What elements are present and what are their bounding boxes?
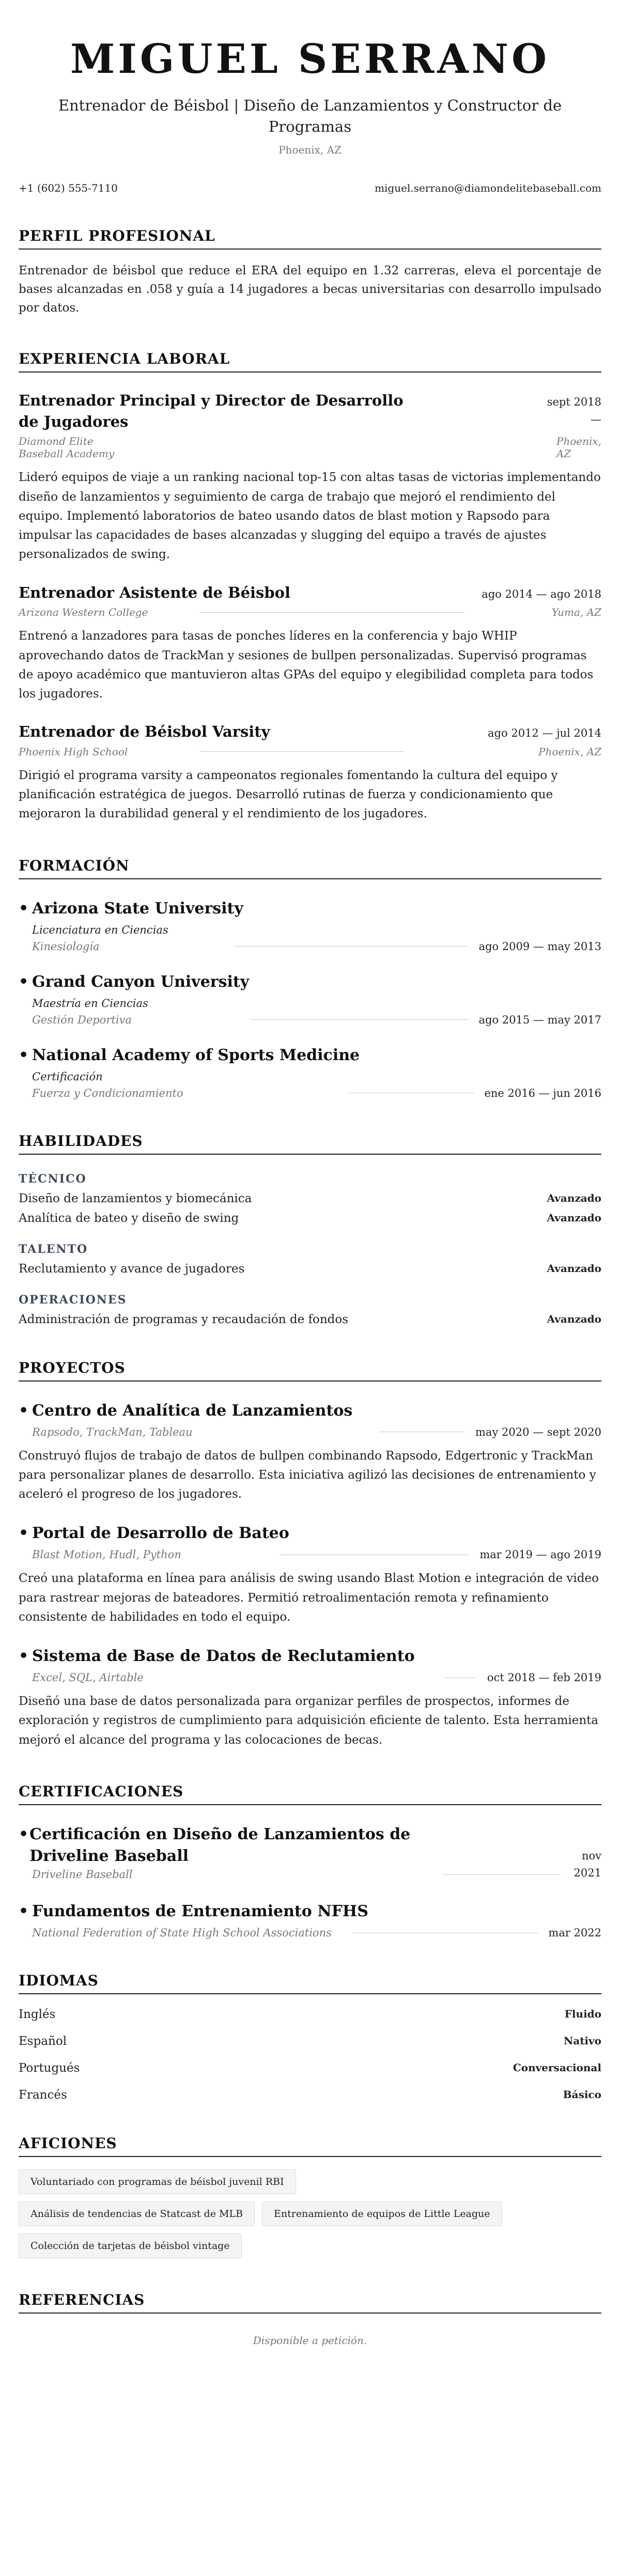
project-tools: Excel, SQL, Airtable (32, 1671, 144, 1684)
job-location: Yuma, AZ (551, 606, 601, 619)
section-title: PROYECTOS (19, 1359, 601, 1382)
experience-section (19, 350, 601, 824)
language-level: Conversacional (513, 2061, 601, 2074)
certification-issuer: National Federation of State High School Associations (32, 1927, 332, 1939)
education-entry (19, 1045, 601, 1099)
experience-entry (19, 390, 601, 564)
phone[interactable]: +1 (602) 555-7110 (19, 182, 118, 195)
job-description: Lideró equipos de viaje a un ranking nacional top-15 con altas tasas de victorias implementando diseño de lanzamientos y seguimiento de carga de trabajo que mejoró el rendimiento del equipo. Implementó laboratorios de bateo usando datos de blast motion y Rapsodo para impulsar las capacidades de bases alcanzadas y slugging del equipo a través de ajustes personalizados de swing. (19, 471, 601, 562)
degree: Certificación (32, 1070, 103, 1083)
certification-entry (19, 1901, 601, 1939)
location: Phoenix, AZ (278, 144, 342, 157)
bullet-icon: • (19, 972, 29, 991)
field-of-study: Gestión Deportiva (32, 1013, 132, 1026)
references-section (19, 2291, 601, 2347)
project-tools: Rapsodo, TrackMan, Tableau (32, 1425, 193, 1438)
job-dates: sept 2018 — (547, 396, 601, 426)
job-title: Entrenador Principal y Director de Desarrollo de Jugadores (19, 392, 404, 430)
language-row (19, 2008, 601, 2021)
certification-date: nov 2021 (574, 1849, 601, 1880)
profile-section (19, 227, 601, 317)
skill-name: Administración de programas y recaudación de fondos (19, 1312, 349, 1326)
school-name: Grand Canyon University (32, 972, 250, 991)
project-tools: Blast Motion, Hudl, Python (32, 1548, 181, 1561)
skill-category: TÉCNICO (19, 1172, 87, 1186)
school-name: National Academy of Sports Medicine (32, 1046, 360, 1064)
skill-row (19, 1262, 601, 1276)
skill-level: Avanzado (547, 1262, 601, 1275)
project-entry (19, 1400, 601, 1504)
project-entry (19, 1523, 601, 1627)
skill-row (19, 1212, 601, 1225)
project-dates: may 2020 — sept 2020 (475, 1425, 601, 1438)
organization: Diamond Elite Baseball Academy (19, 435, 115, 460)
section-title: HABILIDADES (19, 1132, 601, 1155)
language-row (19, 2035, 601, 2048)
section-title: IDIOMAS (19, 1972, 601, 1994)
language-name: Francés (19, 2088, 67, 2102)
language-level: Básico (563, 2088, 601, 2101)
job-description: Entrenó a lanzadores para tasas de ponches líderes en la conferencia y bajo WHIP aprovechando datos de TrackMan y sesiones de bullpen personalizadas. Supervisó programas de apoyo académico que mantuvieron altas GPAs del equipo y elegibilidad completa para todos los jugadores. (19, 629, 594, 701)
organization: Phoenix High School (19, 745, 128, 758)
interest-tag: Entrenamiento de equipos de Little League (262, 2201, 502, 2226)
headline: Entrenador de Béisbol | Diseño de Lanzamientos y Constructor de Programas (58, 97, 562, 136)
references-text: Disponible a petición. (253, 2334, 367, 2347)
certification-date: mar 2022 (548, 1927, 601, 1939)
language-row (19, 2061, 601, 2075)
skill-level: Avanzado (547, 1191, 601, 1204)
leader-line (199, 612, 463, 613)
skill-name: Diseño de lanzamientos y biomecánica (19, 1191, 252, 1205)
project-description: Creó una plataforma en línea para análisis de swing usando Blast Motion e integración de video para rastrear mejoras de bateadores. Permitió retroalimentación remota y refinamiento consistente de habilidades en todo el equipo. (19, 1572, 599, 1624)
skill-row (19, 1192, 601, 1205)
certification-entry (19, 1824, 601, 1882)
certification-issuer: Driveline Baseball (32, 1868, 133, 1881)
language-name: Portugués (19, 2061, 80, 2075)
education-section (19, 857, 601, 1099)
job-title: Entrenador de Béisbol Varsity (19, 723, 270, 741)
section-title: CERTIFICACIONES (19, 1783, 601, 1805)
language-level: Fluido (564, 2008, 601, 2021)
projects-section (19, 1359, 601, 1750)
job-dates: ago 2012 — jul 2014 (488, 727, 601, 740)
bullet-icon: • (19, 1825, 29, 1843)
education-entry (19, 971, 601, 1026)
bullet-icon: • (19, 1401, 29, 1420)
interest-tag: Voluntariado con programas de béisbol juvenil RBI (19, 2169, 296, 2194)
certification-name: Fundamentos de Entrenamiento NFHS (32, 1902, 368, 1921)
school-name: Arizona State University (32, 899, 243, 918)
skill-level: Avanzado (547, 1312, 601, 1325)
leader-line (200, 751, 404, 752)
bullet-icon: • (19, 1524, 29, 1543)
skill-name: Analítica de bateo y diseño de swing (19, 1211, 239, 1225)
experience-entry (19, 721, 601, 824)
organization: Arizona Western College (19, 606, 148, 619)
language-level: Nativo (563, 2035, 601, 2047)
language-name: Español (19, 2035, 67, 2049)
interest-tag: Colección de tarjetas de béisbol vintage (19, 2233, 242, 2258)
project-name: Portal de Desarrollo de Bateo (32, 1524, 289, 1543)
certification-name: Certificación en Diseño de Lanzamientos de Driveline Baseball (29, 1825, 411, 1865)
section-title: FORMACIÓN (19, 857, 601, 879)
project-name: Centro de Analítica de Lanzamientos (32, 1401, 353, 1420)
resume-page (19, 0, 601, 2347)
section-title: REFERENCIAS (19, 2291, 601, 2314)
job-location: Phoenix, AZ (538, 745, 601, 758)
job-location: Phoenix, AZ (556, 435, 601, 460)
language-row (19, 2088, 601, 2102)
education-entry (19, 898, 601, 953)
job-title: Entrenador Asistente de Béisbol (19, 583, 290, 601)
skill-category: OPERACIONES (19, 1293, 127, 1307)
skills-section (19, 1132, 601, 1326)
leader-line (443, 1874, 561, 1875)
interest-tags (19, 2169, 566, 2265)
field-of-study: Fuerza y Condicionamiento (32, 1087, 183, 1099)
skill-name: Reclutamiento y avance de jugadores (19, 1262, 245, 1276)
bullet-icon: • (19, 899, 29, 918)
certifications-section (19, 1783, 601, 1939)
interest-tag: Análisis de tendencias de Statcast de MLB (19, 2201, 255, 2226)
skill-category: TALENTO (19, 1242, 88, 1256)
skill-row (19, 1313, 601, 1326)
project-dates: mar 2019 — ago 2019 (479, 1548, 601, 1561)
project-dates: oct 2018 — feb 2019 (487, 1671, 601, 1684)
project-name: Sistema de Base de Datos de Reclutamiento (32, 1647, 415, 1666)
degree: Licenciatura en Ciencias (32, 923, 168, 936)
contact-row (19, 182, 601, 194)
skill-level: Avanzado (547, 1211, 601, 1224)
project-entry (19, 1646, 601, 1750)
degree: Maestría en Ciencias (32, 997, 148, 1010)
section-title: AFICIONES (19, 2135, 601, 2157)
section-title: EXPERIENCIA LABORAL (19, 350, 601, 373)
education-dates: ago 2015 — may 2017 (478, 1013, 601, 1026)
bullet-icon: • (19, 1647, 29, 1666)
education-dates: ago 2009 — may 2013 (478, 940, 601, 953)
interests-section (19, 2135, 601, 2265)
email[interactable]: miguel.serrano@diamondelitebaseball.com (375, 182, 601, 195)
project-description: Diseñó una base de datos personalizada para organizar perfiles de prospectos, informes de exploración y registros de cumplimiento para adquisición eficiente de talento. Esta herramienta mejoró el alcance del programa y las colocaciones de becas. (19, 1695, 599, 1747)
section-title: PERFIL PROFESIONAL (19, 227, 601, 250)
candidate-name: MIGUEL SERRANO (70, 36, 550, 83)
leader-line (251, 1019, 469, 1020)
field-of-study: Kinesiología (32, 940, 100, 953)
languages-section (19, 1972, 601, 2102)
job-dates: ago 2014 — ago 2018 (482, 587, 601, 600)
bullet-icon: • (19, 1046, 29, 1064)
bullet-icon: • (19, 1902, 29, 1921)
profile-text: Entrenador de béisbol que reduce el ERA del equipo en 1.32 carreras, eleva el porcentaje de bases alcanzadas en .058 y guía a 14 jugadores a becas universitarias con desarrollo impulsado por datos. (19, 264, 601, 315)
project-description: Construyó flujos de trabajo de datos de bullpen combinando Rapsodo, Edgertronic y TrackMan para personalizar planes de desarrollo. Esta iniciativa agilizó las decisiones de entrenamiento y aceleró el progreso de los jugadores. (19, 1449, 596, 1501)
language-name: Inglés (19, 2008, 56, 2022)
experience-entry (19, 582, 601, 704)
education-dates: ene 2016 — jun 2016 (484, 1087, 601, 1099)
job-description: Dirigió el programa varsity a campeonatos regionales fomentando la cultura del equipo y planificación estratégica de juegos. Desarrolló rutinas de fuerza y condicionamiento que mejoraron la durabilidad general y el rendimiento de los jugadores. (19, 768, 558, 821)
